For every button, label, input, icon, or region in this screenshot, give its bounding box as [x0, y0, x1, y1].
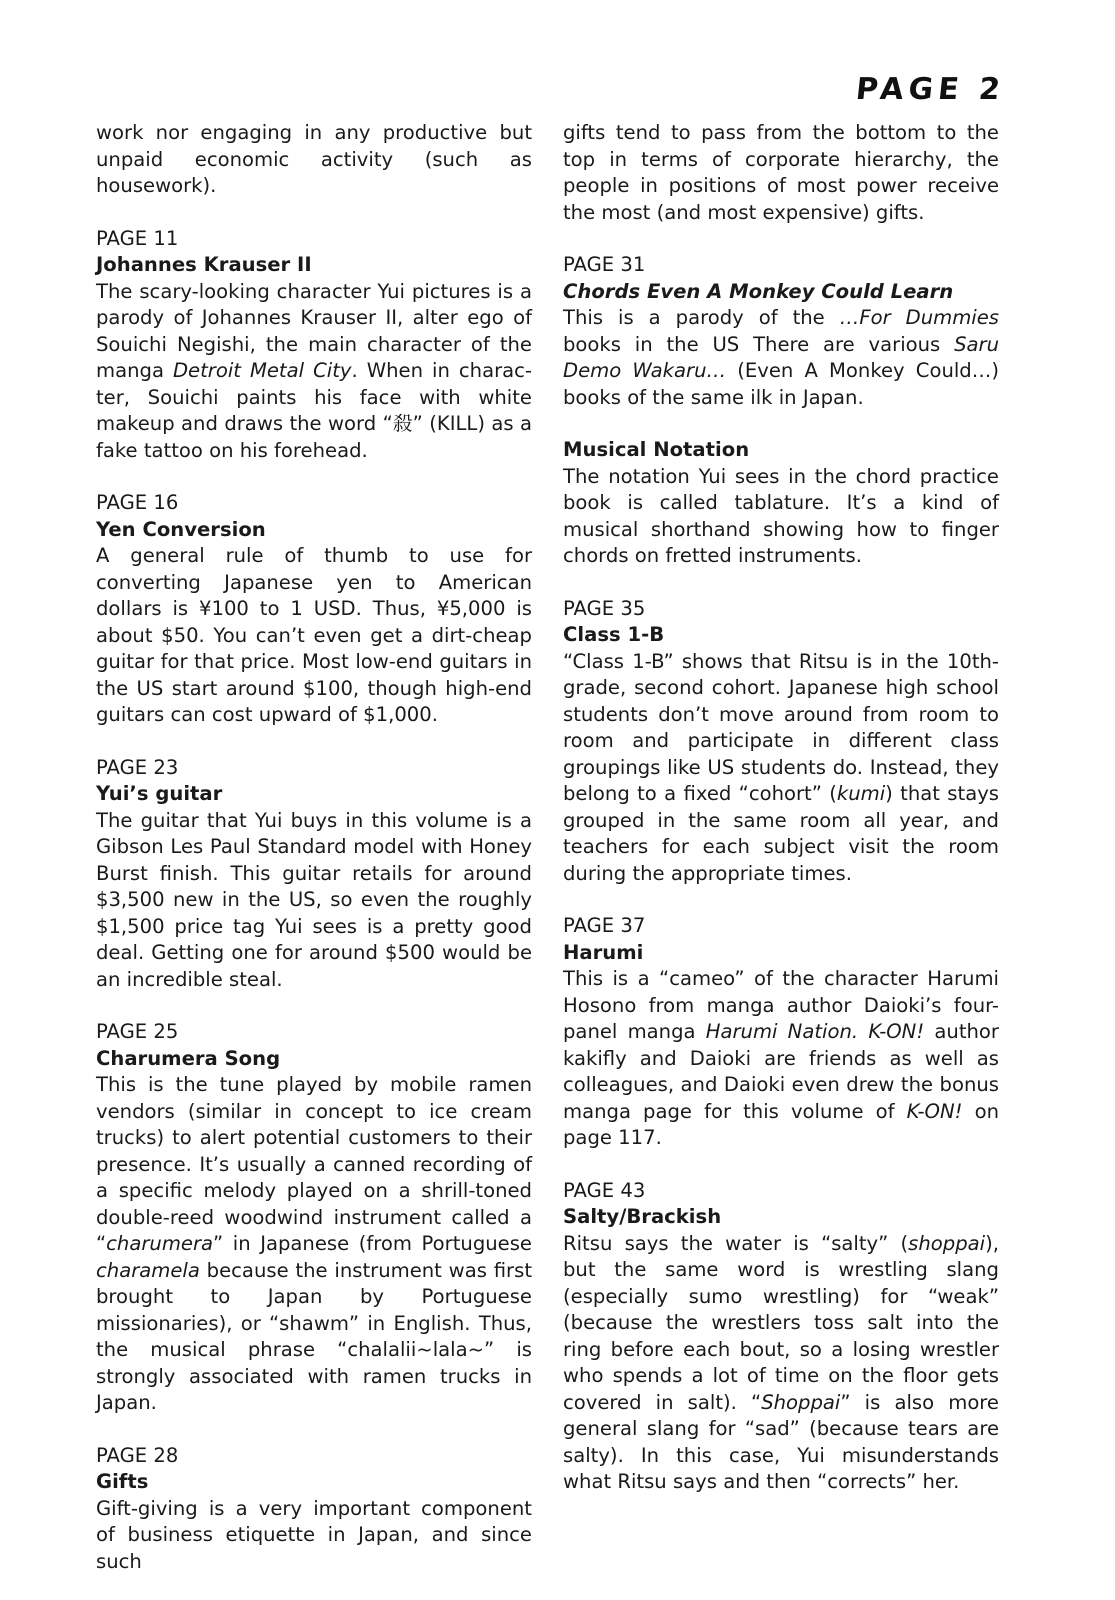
page-header: PAGE 2 — [854, 72, 1007, 107]
italic-text: …For Dummies — [839, 306, 999, 329]
body-text: ) that stays grouped in the same room all year, and teachers for each subject visit the room during the appropriate times. — [563, 782, 1000, 885]
italic-text: Shoppai — [761, 1390, 841, 1414]
section-body — [563, 966, 999, 1152]
section-title: Salty/Brackish — [563, 1205, 722, 1228]
note-section — [563, 1178, 999, 1496]
section-body — [563, 649, 999, 888]
italic-text: charumera — [106, 1232, 214, 1255]
italic-text: kumi — [836, 782, 886, 805]
section-title: Yen Conversion — [96, 517, 266, 541]
body-text: (Even A Monkey Could…) books of the same ilk in Japan. — [563, 359, 999, 409]
section-page-label: PAGE 37 — [563, 914, 646, 937]
section-body — [96, 1072, 532, 1417]
section-page-label: PAGE 23 — [96, 755, 179, 779]
note-section — [96, 1019, 532, 1417]
section-page-label: PAGE 16 — [96, 491, 179, 514]
section-title: Yui’s guitar — [96, 782, 223, 805]
body-text: on page 117. — [563, 1099, 999, 1149]
section-page-label: PAGE 35 — [563, 596, 646, 620]
continuation-text: work nor engaging in any productive but unpaid economic activity (such as housework). — [96, 121, 532, 197]
left-column — [96, 120, 532, 1575]
body-text: The scary-looking character Yui pictures is a parody of Johannes Krauser II, alter ego of Souichi Negishi, the main character of the manga — [96, 279, 532, 382]
body-text: “Class 1-B” shows that Ritsu is in the 10th-grade, second cohort. Japanese high school students don’t move around from room to room and participate in different class groupings like US students do. Instead, they belong to a fixed “cohort” ( — [563, 649, 999, 805]
italic-text: shoppai — [908, 1231, 986, 1255]
body-text: The notation Yui sees in the chord practice book is called tablature. It’s a kind of musical shorthand showing how to finger chords on fretted instruments. — [563, 464, 999, 567]
left-sections — [96, 226, 532, 1576]
section-body — [563, 305, 999, 411]
body-text: Gift-giving is a very important component of business etiquette in Japan, and since such — [96, 1496, 532, 1573]
body-text: author kakifly and Daioki are friends as well as colleagues, and Daioki even drew the bonus manga page for this volume of — [563, 1020, 999, 1123]
body-text: This is a “cameo” of the character Harumi Hosono from manga author Daioki’s four-panel manga — [563, 967, 999, 1043]
section-page-label: PAGE 31 — [563, 253, 646, 276]
section-body — [96, 279, 532, 465]
section-body — [96, 1496, 532, 1576]
section-title: Musical Notation — [563, 438, 750, 461]
italic-text: Detroit Metal City — [172, 359, 352, 382]
section-body — [563, 464, 999, 570]
section-title: Harumi — [563, 940, 644, 964]
body-text: because the instrument was first brought to Japan by Portuguese missionaries), or “shawm” in English. Thus, the musical phrase “chalalii~lala~” is strongly associated with ramen trucks in Japan. — [96, 1258, 532, 1414]
section-title: Johannes Krauser II — [96, 253, 312, 276]
body-text: ” in Japanese (from Portuguese — [213, 1232, 532, 1255]
section-body — [563, 1231, 999, 1496]
italic-text: Saru Demo Wakaru… — [563, 332, 999, 382]
section-body — [96, 808, 532, 994]
note-section — [563, 437, 999, 570]
note-section — [96, 226, 532, 465]
note-section — [563, 913, 999, 1152]
italic-text: Harumi Nation. K-ON! — [705, 1020, 925, 1043]
section-body — [96, 543, 532, 729]
body-text: This is the tune played by mobile ramen vendors (similar in concept to ice cream trucks) to alert potential customers to their presence. It’s usually a canned recording of a specific melody played on a shrill-toned double-reed woodwind instrument called a “ — [96, 1073, 532, 1255]
continuation-text: gifts tend to pass from the bottom to the top in terms of corporate hierarchy, the people in positions of most power receive the most (and most expensive) gifts. — [563, 121, 999, 224]
section-title: Charumera Song — [96, 1046, 281, 1070]
section-page-label: PAGE 25 — [96, 1020, 179, 1043]
body-text: books in the US There are various — [563, 332, 955, 356]
italic-text: charamela — [96, 1258, 200, 1282]
section-title: Chords Even A Monkey Could Learn — [563, 279, 954, 303]
italic-text: K-ON! — [906, 1099, 963, 1123]
body-text: ), but the same word is wrestling slang (especially sumo wrestling) for “weak” (because the wrestlers toss salt into the ring before each bout, so a losing wrestler who spends a lot of time on the floor gets covered in salt). “ — [563, 1231, 999, 1414]
body-text: . When in character, Souichi paints his face with white makeup and draws the word “殺” (KILL) as a fake tattoo on his forehead. — [96, 359, 532, 462]
section-title: Class 1-B — [563, 623, 665, 646]
right-column — [563, 120, 999, 1496]
note-section — [96, 1443, 532, 1576]
body-text: The guitar that Yui buys in this volume is a Gibson Les Paul Standard model with Honey Burst finish. This guitar retails for around $3,500 new in the US, so even the roughly $1,500 price tag Yui sees is a pretty good deal. Getting one for around $500 would be an incredible steal. — [96, 808, 532, 991]
note-section — [96, 755, 532, 994]
note-section — [563, 596, 999, 888]
section-page-label: PAGE 28 — [96, 1443, 179, 1467]
body-text: Ritsu says the water is “salty” ( — [563, 1231, 909, 1255]
body-text: This is a parody of the — [563, 306, 840, 329]
section-page-label: PAGE 43 — [563, 1178, 646, 1202]
note-section — [563, 252, 999, 411]
section-title: Gifts — [96, 1470, 149, 1493]
section-page-label: PAGE 11 — [96, 226, 179, 250]
note-section — [96, 490, 532, 729]
body-text: ” is also more general slang for “sad” (because tears are salty). In this case, Yui misunderstands what Ritsu says and then “corrects” her. — [563, 1390, 999, 1493]
body-text: A general rule of thumb to use for converting Japanese yen to American dollars is ¥100 to 1 USD. Thus, ¥5,000 is about $50. You can’t even get a dirt-cheap guitar for that price. Most low-end guitars in the US start around $100, though high-end guitars can cost upward of $1,000. — [96, 544, 532, 726]
right-sections — [563, 252, 999, 1496]
